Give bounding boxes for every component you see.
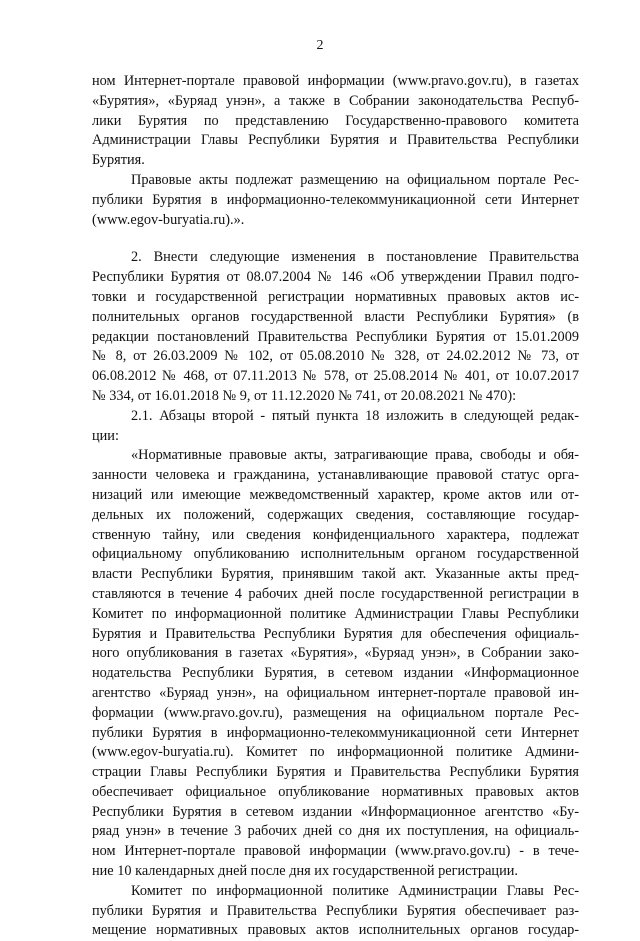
text-line: ставляются в течение 4 рабочих дней после государственной регистрации в [92,585,579,602]
page-number: 2 [316,38,324,53]
text-line: Бурятия. [92,152,145,169]
text-line: товки и государственной регистрации нормативных правовых актов ис- [92,288,579,305]
text-line: ние 10 календарных дней после дня их государственной регистрации. [92,863,518,880]
text-line: «Бурятия», «Буряад унэн», а также в Собрании законодательства Респуб- [92,92,579,109]
document-body [92,72,579,941]
text-line: полнительных органов государственной власти Республики Бурятия» (в [92,308,579,325]
paragraph-6 [92,882,579,941]
text-line: № 8, от 26.03.2009 № 102, от 05.08.2010 № 328, от 24.02.2012 № 73, от [92,348,579,365]
text-line: ции: [92,427,119,444]
text-line: редакции постановлений Правительства Республики Бурятия от 15.01.2009 [92,328,579,345]
text-line: публики Бурятия в информационно-телекоммуникационной сети Интернет [92,191,579,208]
text-line: ном Интернет-портале правовой информации (www.pravo.gov.ru), в газетах [92,73,579,89]
text-line: (www.egov-buryatia.ru). Комитет по информационной политике Админи- [92,744,579,761]
text-line: ственную тайну, или сведения конфиденциального характера, подлежат [92,526,579,543]
text-line: 06.08.2012 № 468, от 07.11.2013 № 578, от 25.08.2014 № 401, от 10.07.2017 [92,368,579,385]
text-line: официальному опубликованию исполнительным органом государственной [92,546,579,563]
text-line: публики Бурятия в информационно-телекоммуникационной сети Интернет [92,724,579,741]
text-line: обеспечивает официальное опубликование нормативных правовых актов [92,783,579,800]
text-line: Республики Бурятия от 08.07.2004 № 146 «Об утверждении Правил подго- [92,269,579,286]
paragraph-5 [92,446,579,882]
text-line: № 334, от 16.01.2018 № 9, от 11.12.2020 № 741, от 20.08.2021 № 470): [92,387,517,404]
text-line: (www.egov-buryatia.ru).». [92,211,245,228]
paragraph-gap [92,230,579,248]
text-line: публики Бурятия и Правительства Республики Бурятия обеспечивает раз- [92,902,579,919]
text-line: Республики Бурятия в сетевом издании «Информационное агентство «Бу- [92,803,579,820]
text-line: ном Интернет-портале правовой информации (www.pravo.gov.ru) - в тече- [92,843,579,860]
text-line: страции Главы Республики Бурятия и Правительства Республики Бурятия [92,764,579,781]
text-line: нодательства Республики Бурятия, в сетевом издании «Информационное [92,665,579,682]
paragraph-1 [92,72,579,171]
paragraph-3 [92,248,579,406]
text-line: 2.1. Абзацы второй - пятый пункта 18 изложить в следующей редак- [131,407,579,424]
text-line: формации (www.pravo.gov.ru), размещения на официальном портале Рес- [92,704,579,721]
text-line: Комитет по информационной политике Администрации Главы Рес- [131,882,579,899]
text-line: «Нормативные правовые акты, затрагивающие права, свободы и обя- [131,447,579,464]
text-line: ряад унэн» в течение 3 рабочих дней со дня их поступления, на официаль- [92,823,579,840]
text-line: мещение нормативных правовых актов исполнительных органов государ- [92,922,579,939]
text-line: Правовые акты подлежат размещению на официальном портале Рес- [131,171,579,188]
text-line: агентство «Буряад унэн», на официальном интернет-портале правовой ин- [92,684,579,701]
text-line: дельных их положений, содержащих сведения, составляющие государ- [92,506,579,523]
text-line: власти Республики Бурятия, принявшим такой акт. Указанные акты пред- [92,566,579,583]
text-line: 2. Внести следующие изменения в постановление Правительства [131,249,579,266]
text-line: Администрации Главы Республики Бурятия и Правительства Республики [92,132,579,149]
text-line: низаций или имеющие межведомственный характер, кроме актов или от- [92,486,579,503]
text-line: Бурятия и Правительства Республики Бурятия для обеспечения официаль- [92,625,579,642]
text-line: занности человека и гражданина, устанавливающие правовой статус орга- [92,467,579,484]
paragraph-2 [92,171,579,230]
paragraph-4 [92,407,579,447]
text-line: Комитет по информационной политике Администрации Главы Республики [92,605,579,622]
text-line: лики Бурятия по представлению Государственно-правового комитета [92,112,579,129]
text-line: ного опубликования в газетах «Бурятия», «Буряад унэн», в Собрании зако- [92,645,579,662]
